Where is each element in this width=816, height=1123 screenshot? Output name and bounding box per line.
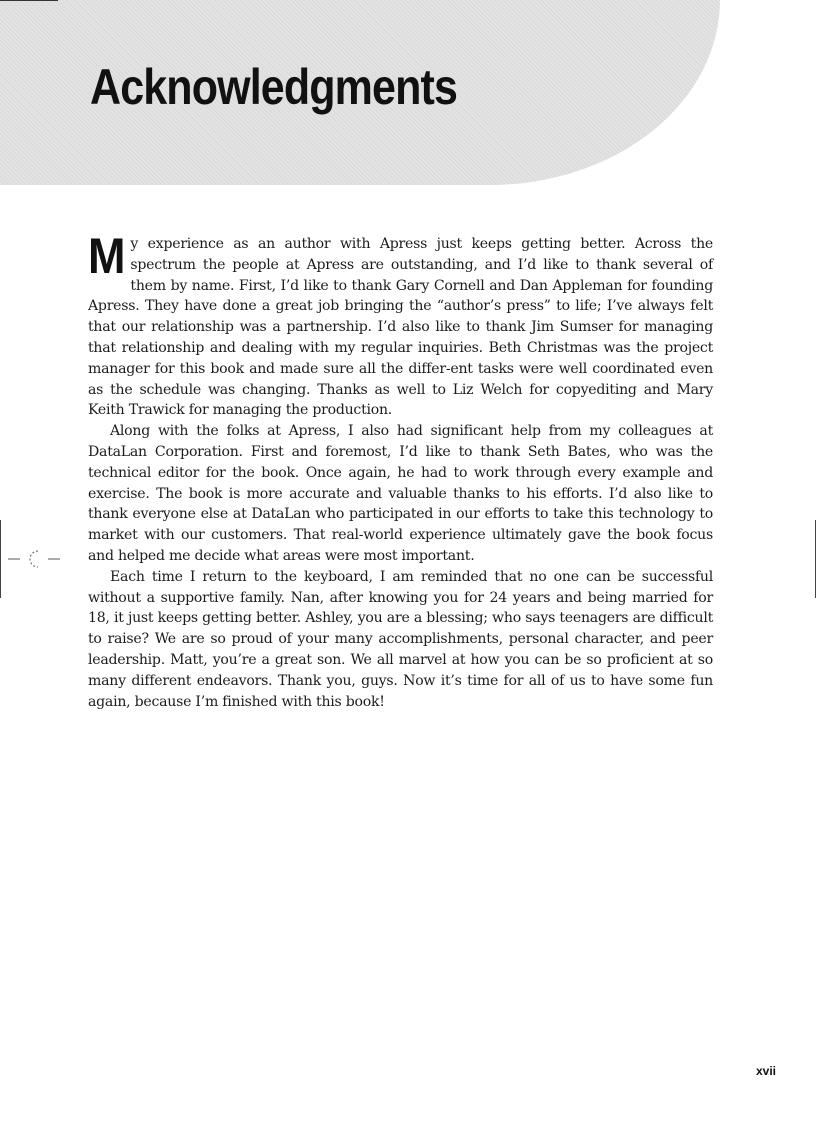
paragraph-3: Each time I return to the keyboard, I am reminded that no one can be successful without a supportive family. Nan, after knowing you for 24 years and being married for 18, it just keeps getting better. Ashley, you are a blessing; who says teenagers are difficult to raise? We are so proud of your many accomplishments, personal character, and peer leadership. Matt, you’re a great son. We all marvel at how you can be so proficient at so many different endeavors. Thank you, guys. Now it’s time for all of us to have some fun again, because I’m finished with this book! — [88, 568, 713, 710]
paragraph-1 — [88, 228, 713, 421]
drop-cap: M — [88, 228, 126, 284]
acknowledgments-body — [88, 228, 713, 712]
chapter-title: Acknowledgments — [90, 59, 458, 115]
page-number: xvii — [755, 1064, 776, 1078]
crop-mark-left — [0, 520, 1, 598]
paragraph-2: Along with the folks at Apress, I also had significant help from my colleagues at DataLan Corporation. First and foremost, I’d like to thank Seth Bates, who was the technical editor for the book. Once again, he had to work through every example and exercise. The book is more accurate and valuable thanks to his efforts. I’d also like to thank everyone else at DataLan who participated in our efforts to take this technology to market with our customers. That real-world experience ultimately gave the book focus and helped me decide what areas were most important. — [88, 423, 713, 564]
top-rule — [0, 0, 58, 1]
paragraph-1-text: y experience as an author with Apress just keeps getting better. Across the spectrum the people at Apress are outstanding, and I’d like to thank several of them by name. First, I’d like to thank Gary Cornell and Dan Appleman for founding Apress. They have done a great job bringing the “author’s press” to life; I’ve always felt that our relationship was a partnership. I’d also like to thank Jim Sumser for managing that relationship and dealing with my regular inquiries. Beth Christmas was the project manager for this book and made sure all the differ-ent tasks were well coordinated even as the schedule was changing. Thanks as well to Liz Welch for copyediting and Mary Keith Trawick for managing the production. — [88, 236, 713, 419]
registration-mark-icon — [4, 548, 64, 570]
